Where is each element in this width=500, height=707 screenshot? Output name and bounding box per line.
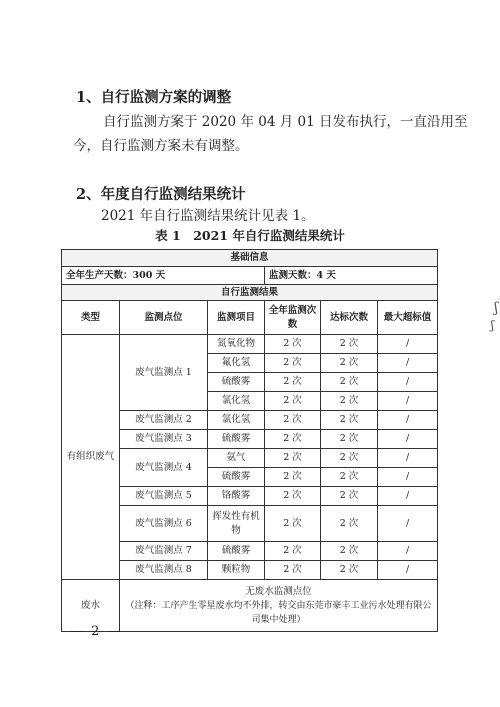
wastewater-note [120,580,438,632]
table-cell: 硫酸雾 [208,373,265,392]
table-cell: 2 次 [321,542,378,561]
section1-heading: 1、自行监测方案的调整 [76,89,232,106]
table-cell: 2 次 [265,561,321,580]
section2-heading: 2、年度自行监测结果统计 [76,186,246,203]
category-cell: 有组织废气 [62,335,120,580]
page-number: — 2 — [70,624,123,639]
table-cell: 2 次 [265,506,321,542]
table-cell: 2 次 [265,411,321,430]
table-cell: 硫酸雾 [208,468,265,487]
table-cell: / [378,561,438,580]
col-header-total: 全年监测次数 [265,301,321,335]
table-cell: 氮氧化物 [208,335,265,354]
table-cell: 废气监测点 5 [120,487,208,506]
table-cell: 废气监测点 4 [120,449,208,487]
monitoring-days: 监测天数：4 天 [265,267,438,285]
table-cell: 颗粒物 [208,561,265,580]
table-cell: / [378,542,438,561]
table-cell: 2 次 [265,335,321,354]
table-cell: 2 次 [265,487,321,506]
table-cell: 废气监测点 3 [120,430,208,449]
table-cell: 挥发性有机物 [208,506,265,542]
table-cell: 2 次 [321,506,378,542]
table-cell: 2 次 [321,354,378,373]
table-cell: 氯化氢 [208,392,265,411]
col-header-point: 监测点位 [120,301,208,335]
table-cell: 2 次 [265,373,321,392]
table-cell: 2 次 [265,449,321,468]
table-cell: 氯化氢 [208,411,265,430]
wastewater-label: 废水 [62,580,120,632]
table-cell: / [378,411,438,430]
results-table [61,249,438,632]
table-cell: / [378,335,438,354]
table-cell: 废气监测点 2 [120,411,208,430]
table-cell: 硫酸雾 [208,430,265,449]
table-cell: 废气监测点 1 [120,335,208,411]
table-cell: 2 次 [265,354,321,373]
production-days: 全年生产天数：300 天 [62,267,265,285]
wastewater-line2: （注释：工序产生零星废水均不外排，转交由东莞市豪丰工业污水处理有限公司集中处理） [125,600,432,625]
wastewater-line1: 无废水监测点位 [245,585,312,597]
table-cell: 2 次 [321,449,378,468]
section1-line2: 今，自行监测方案未有调整。 [73,138,249,154]
table-cell: 氟化氢 [208,354,265,373]
table-cell: 废气监测点 6 [120,506,208,542]
table-cell: 2 次 [321,373,378,392]
table-cell: 2 次 [265,430,321,449]
table-cell: / [378,468,438,487]
table-cell: 硫酸雾 [208,542,265,561]
table-cell: 废气监测点 7 [120,542,208,561]
table-cell: 废气监测点 8 [120,561,208,580]
table-cell: 2 次 [321,411,378,430]
section2-line1: 2021 年自行监测结果统计见表 1。 [101,208,315,224]
margin-mark: ʃ [494,300,498,316]
col-header-type: 类型 [62,301,120,335]
table-cell: 2 次 [265,468,321,487]
table-cell: 氨气 [208,449,265,468]
table-cell: 2 次 [265,392,321,411]
table-cell: / [378,449,438,468]
results-header: 自行监测结果 [62,285,438,301]
table-cell: 2 次 [321,487,378,506]
table-cell: 2 次 [321,561,378,580]
table-cell: 铬酸雾 [208,487,265,506]
table-caption: 表 1 2021 年自行监测结果统计 [155,228,345,243]
table-cell: 2 次 [321,392,378,411]
table-cell: 2 次 [321,335,378,354]
table-cell: 2 次 [321,468,378,487]
col-header-ok: 达标次数 [321,301,378,335]
col-header-item: 监测项目 [208,301,265,335]
table-cell: / [378,354,438,373]
table-cell: / [378,506,438,542]
table-cell: / [378,487,438,506]
col-header-max: 最大超标值 [378,301,438,335]
table-cell: / [378,392,438,411]
basic-info-header: 基础信息 [62,250,438,267]
section1-line1: 自行监测方案于 2020 年 04 月 01 日发布执行，一直沿用至 [103,114,468,130]
table-cell: 2 次 [265,542,321,561]
table-cell: 2 次 [321,430,378,449]
margin-mark: ʃ [490,318,494,332]
table-cell: / [378,430,438,449]
table-cell: / [378,373,438,392]
